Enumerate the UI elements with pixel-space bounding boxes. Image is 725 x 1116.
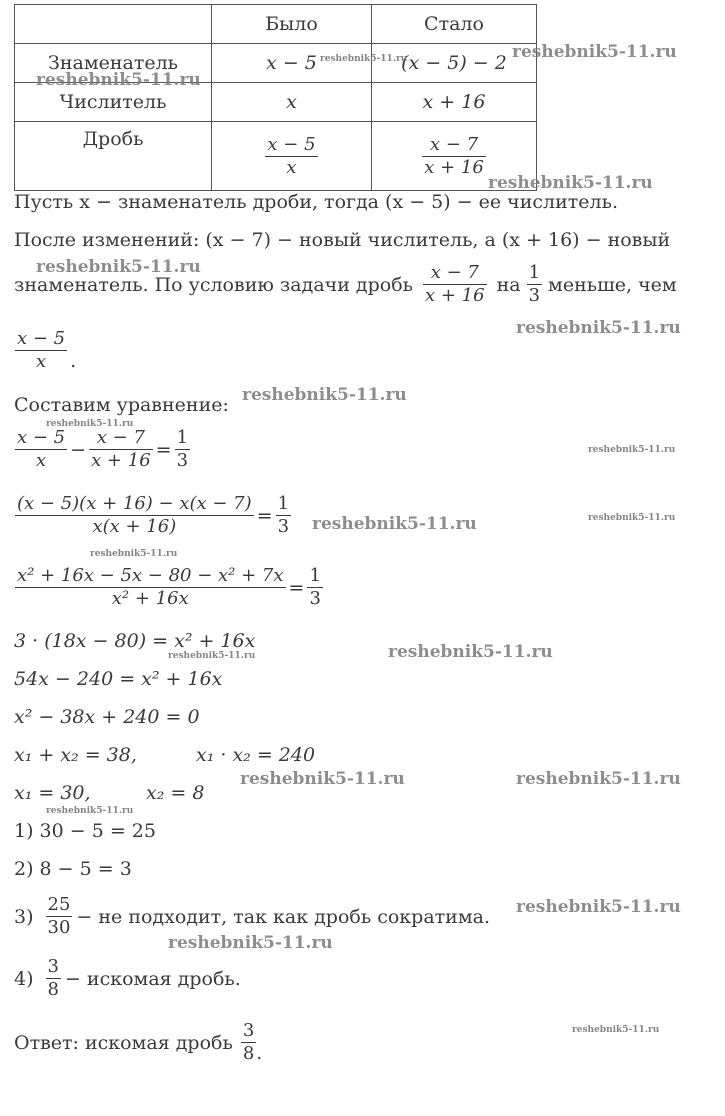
fraction <box>241 1020 256 1065</box>
watermark: reshebnik5-11.ru <box>168 933 333 953</box>
fraction-denominator: x + 16 <box>91 450 151 471</box>
step-3-number: 3) <box>14 905 34 928</box>
fraction-numerator: 1 <box>277 493 290 514</box>
fraction <box>527 262 542 307</box>
fraction-numerator: x² + 16x − 5x − 80 − x² + 7x <box>17 565 284 586</box>
cell-fraction-was <box>212 122 372 191</box>
fraction-numerator: x − 5 <box>17 328 66 349</box>
watermark: reshebnik5-11.ru <box>488 173 653 193</box>
fraction-numerator: 1 <box>309 565 321 586</box>
equals-sign: = <box>155 438 172 461</box>
fraction-numerator: 3 <box>47 956 59 977</box>
period: . <box>256 1042 263 1064</box>
fraction <box>276 493 291 538</box>
fraction-numerator: x − 5 <box>267 133 316 155</box>
fraction-numerator: x − 7 <box>89 427 153 450</box>
fraction-denominator: 3 <box>176 450 189 471</box>
watermark: reshebnik5-11.ru <box>588 445 676 455</box>
vieta-product: x₁ · x₂ = 240 <box>196 744 316 766</box>
fraction-denominator: x(x + 16) <box>92 516 177 537</box>
paragraph-2: После изменений: (x − 7) − новый числитель, а (x + 16) − новый <box>14 229 671 251</box>
paragraph-1: Пусть x − знаменатель дроби, тогда (x − 5) − ее числитель. <box>14 191 618 213</box>
equation-3 <box>12 565 326 610</box>
fraction-numerator: x − 5 <box>17 427 66 448</box>
fraction-denominator: x + 16 <box>424 156 484 178</box>
fraction-numerator: x − 7 <box>423 262 487 285</box>
minus-sign: − <box>70 438 87 461</box>
row-label-fraction: Дробь <box>15 122 212 191</box>
fraction-denominator: 3 <box>309 588 321 609</box>
fraction-line <box>12 328 76 373</box>
compose-equation: Составим уравнение: <box>14 394 229 416</box>
step-4 <box>14 956 241 1001</box>
watermark: reshebnik5-11.ru <box>168 651 256 661</box>
answer-text: Ответ: искомая дробь <box>14 1031 233 1054</box>
fraction <box>307 565 322 610</box>
paragraph-3-na: на <box>496 273 521 296</box>
watermark: reshebnik5-11.ru <box>312 514 477 534</box>
equation-line-2: 54x − 240 = x² + 16x <box>14 668 223 690</box>
vieta-sum: x₁ + x₂ = 38, <box>14 744 137 766</box>
fraction-denominator: 30 <box>47 917 71 938</box>
fraction <box>15 565 286 610</box>
watermark: reshebnik5-11.ru <box>320 54 408 64</box>
watermark: reshebnik5-11.ru <box>46 419 134 429</box>
step-3-text: − не подходит, так как дробь сократима. <box>76 905 490 928</box>
watermark: reshebnik5-11.ru <box>572 1025 660 1035</box>
step-2: 2) 8 − 5 = 3 <box>14 858 132 880</box>
fraction-denominator: x <box>35 351 47 372</box>
fraction-denominator: x² + 16x <box>111 588 189 609</box>
step-4-text: − искомая дробь. <box>64 967 241 990</box>
watermark: reshebnik5-11.ru <box>512 42 677 62</box>
fraction-denominator: 3 <box>277 516 290 537</box>
fraction-denominator: 8 <box>47 979 59 1000</box>
watermark: reshebnik5-11.ru <box>36 257 201 277</box>
equation-2 <box>12 493 294 538</box>
equation-1 <box>12 427 193 472</box>
step-4-number: 4) <box>14 967 34 990</box>
fraction <box>265 134 317 179</box>
watermark: reshebnik5-11.ru <box>36 70 201 90</box>
fraction <box>422 134 486 179</box>
fraction-numerator: 1 <box>176 427 189 448</box>
table-header-row <box>15 5 537 44</box>
watermark: reshebnik5-11.ru <box>516 318 681 338</box>
fraction <box>15 328 67 373</box>
data-table <box>14 4 537 191</box>
answer <box>14 1020 262 1065</box>
fraction <box>15 427 67 472</box>
equation-line-1: 3 · (18x − 80) = x² + 16x <box>14 630 256 652</box>
cell-numerator-became: x + 16 <box>372 83 537 122</box>
watermark: reshebnik5-11.ru <box>46 806 134 816</box>
fraction <box>15 493 254 538</box>
fraction-denominator: x <box>35 450 47 471</box>
fraction-numerator: (x − 5)(x + 16) − x(x − 7) <box>17 493 252 514</box>
fraction-denominator: 8 <box>242 1043 255 1064</box>
watermark: reshebnik5-11.ru <box>240 769 405 789</box>
watermark: reshebnik5-11.ru <box>242 385 407 405</box>
fraction <box>46 956 61 1001</box>
fraction-numerator: x − 7 <box>422 134 486 157</box>
table-header-empty <box>15 5 212 44</box>
paragraph-3-start: знаменатель. По условию задачи дробь <box>14 273 413 296</box>
watermark: reshebnik5-11.ru <box>388 642 553 662</box>
fraction-denominator: x + 16 <box>425 285 485 306</box>
fraction-numerator: 25 <box>47 894 71 915</box>
fraction-numerator: 1 <box>528 262 541 283</box>
cell-denominator-was: x − 5 <box>212 44 372 83</box>
table-header-was: Было <box>212 5 372 44</box>
root-2: x₂ = 8 <box>146 782 205 804</box>
fraction-denominator: 3 <box>528 285 541 306</box>
step-1: 1) 30 − 5 = 25 <box>14 820 156 842</box>
fraction <box>89 427 153 472</box>
period: . <box>70 350 77 372</box>
cell-numerator-was: x <box>212 83 372 122</box>
watermark: reshebnik5-11.ru <box>90 549 178 559</box>
equation-line-3: x² − 38x + 240 = 0 <box>14 706 200 728</box>
fraction-numerator: 3 <box>242 1020 255 1041</box>
fraction <box>175 427 190 472</box>
fraction-denominator: x <box>286 156 297 178</box>
paragraph-3-end: меньше, чем <box>548 273 677 296</box>
table-header-became: Стало <box>372 5 537 44</box>
watermark: reshebnik5-11.ru <box>516 897 681 917</box>
watermark: reshebnik5-11.ru <box>516 769 681 789</box>
table-row <box>15 122 537 191</box>
row-label-numerator: Числитель <box>15 83 212 122</box>
watermark: reshebnik5-11.ru <box>588 513 676 523</box>
equals-sign: = <box>256 504 273 527</box>
root-1: x₁ = 30, <box>14 782 91 804</box>
row-label-denominator: Знаменатель <box>15 44 212 83</box>
cell-denominator-became: (x − 5) − 2 <box>372 44 537 83</box>
fraction <box>423 262 487 307</box>
fraction <box>46 894 73 939</box>
equals-sign: = <box>288 576 305 599</box>
